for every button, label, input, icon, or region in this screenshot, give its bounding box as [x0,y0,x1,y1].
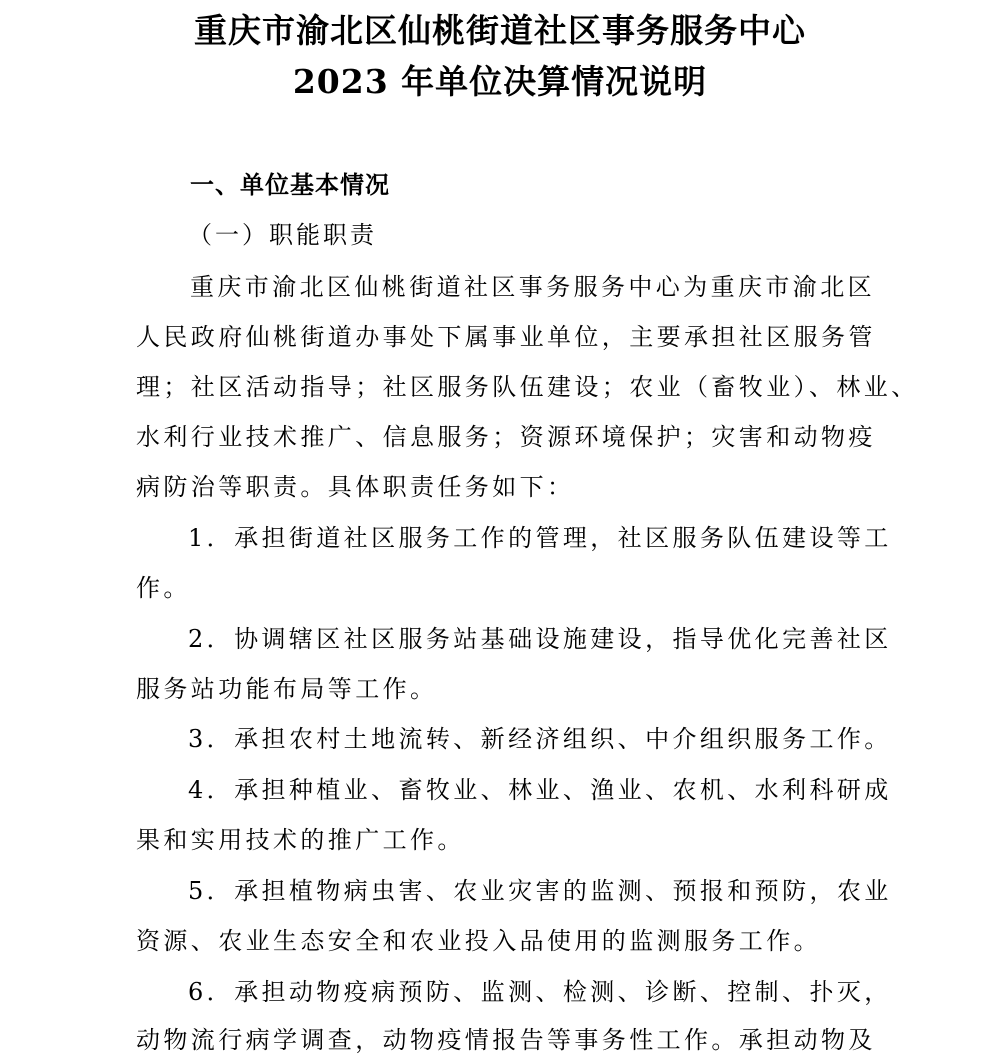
intro-line: 理；社区活动指导；社区服务队伍建设；农业（畜牧业）、林业、 [136,373,919,401]
duty-item-3-line: 3．承担农村土地流转、新经济组织、中介组织服务工作。 [188,725,892,753]
subsection-heading-functions: （一）职能职责 [188,221,377,249]
duty-item-4-line: 4．承担种植业、畜牧业、林业、渔业、农机、水利科研成 [188,776,892,804]
duty-item-6-line: 6．承担动物疫病预防、监测、检测、诊断、控制、扑灭， [188,978,892,1006]
duty-item-1-line: 作。 [136,574,191,602]
intro-line: 重庆市渝北区仙桃街道社区事务服务中心为重庆市渝北区 [190,273,875,301]
duty-item-2-line: 2．协调辖区社区服务站基础设施建设，指导优化完善社区 [188,625,892,653]
document-title-line1: 重庆市渝北区仙桃街道社区事务服务中心 [194,11,806,50]
duty-item-5-line: 5．承担植物病虫害、农业灾害的监测、预报和预防，农业 [188,877,892,905]
duty-item-1-line: 1．承担街道社区服务工作的管理，社区服务队伍建设等工 [188,524,892,552]
section-heading-basic-info: 一、单位基本情况 [190,171,390,199]
duty-item-2-line: 服务站功能布局等工作。 [136,675,438,703]
duty-item-6-line: 动物流行病学调查，动物疫情报告等事务性工作。承担动物及 [136,1026,876,1054]
intro-line: 病防治等职责。具体职责任务如下： [136,473,575,501]
duty-item-5-line: 资源、农业生态安全和农业投入品使用的监测服务工作。 [136,927,821,955]
document-title-line2: 2023 年单位决算情况说明 [292,62,708,101]
intro-line: 人民政府仙桃街道办事处下属事业单位，主要承担社区服务管 [136,323,876,351]
duty-item-4-line: 果和实用技术的推广工作。 [136,826,465,854]
intro-line: 水利行业技术推广、信息服务；资源环境保护；灾害和动物疫 [136,423,876,451]
